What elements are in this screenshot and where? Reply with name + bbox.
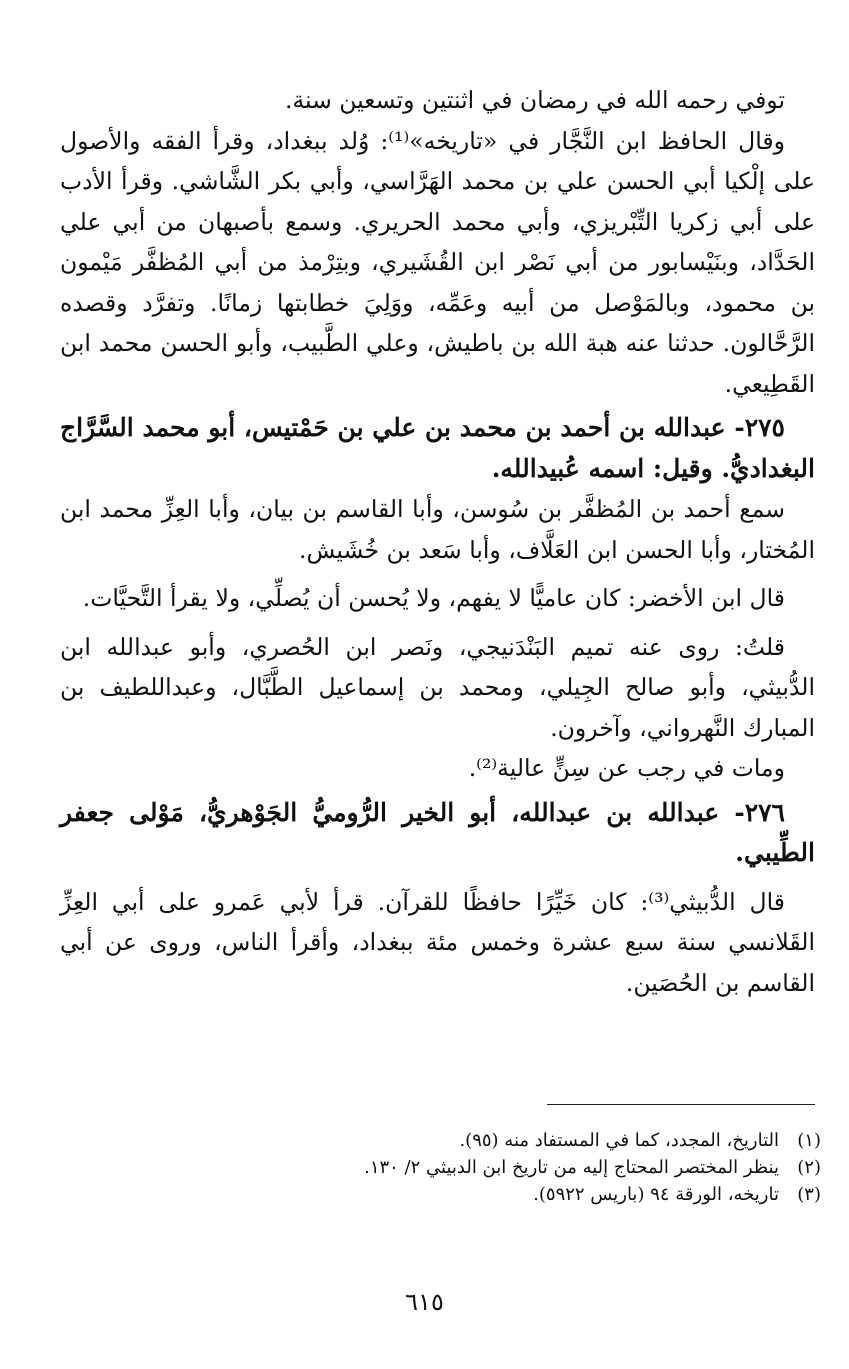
entry-heading-275: ٢٧٥- عبدالله بن أحمد بن محمد بن علي بن حَمْتيس، أبو محمد السَّرَّاج البغداديُّ. وقيل: اسمه عُبيدالله. <box>60 413 815 483</box>
footnote-number: (٢) <box>797 1157 821 1178</box>
entry-heading-276: ٢٧٦- عبدالله بن عبدالله، أبو الخير الرُّوميُّ الجَوْهريُّ، مَوْلى جعفر الطِّيبي. <box>60 797 815 867</box>
page-number: ٦١٥ <box>405 1288 444 1316</box>
paragraph-275-teachers: سمع أحمد بن المُظفَّر بن سُوسن، وأبا القاسم بن بيان، وأبا العِزِّ محمد ابن المُختار، وأبا الحسن ابن العَلَّاف، وأبا سَعد بن خُشَيش. <box>60 495 815 564</box>
paragraph-276-dubaythi: قال الدُّبيثي⁽³⁾: كان خَيِّرًا حافظًا للقرآن. قرأ لأبي عَمرو على أبي العِزِّ القَلانسي سنة سبع عشرة وخمس مئة ببغداد، وأقرأ الناس، وروى عن أبي القاسم بن الحُصَين. <box>60 887 815 997</box>
paragraph-275-death: ومات في رجب عن سِنٍّ عالية⁽²⁾. <box>468 754 785 782</box>
footnote-number: (١) <box>797 1130 821 1151</box>
paragraph-275-ibn-akhdar: قال ابن الأخضر: كان عاميًّا لا يفهم، ولا يُحسن أن يُصلِّي، ولا يقرأ التَّحيَّات. <box>82 584 785 612</box>
footnote-number: (٣) <box>797 1184 821 1205</box>
footnote-text: تاريخه، الورقة ٩٤ (باريس ٥٩٢٢). <box>533 1184 779 1205</box>
paragraph-ibn-najjar-quote: وقال الحافظ ابن النَّجَّار في «تاريخه»⁽¹⁾: وُلد ببغداد، وقرأ الفقه والأصول على إلْكيا أبي الحسن علي بن محمد الهَرَّاسي، وأبي بكر الشَّاشي. وقرأ الأدب على أبي زكريا التِّبْريزي، وأبي محمد الحريري. وسمع بأصبهان من أبي علي الحَدَّاد، وبنَيْسابور من أبي نَصْر ابن القُشَيري، وبتِرْمذ من أبي المُظفَّر مَيْمون بن محمود، وبالمَوْصل من أبيه وعَمِّه، ووَلِيَ خطابتها زمانًا. وتفرَّد وقصده الرَّحَّالون. حدثنا عنه هبة الله بن باطيش، وعلي الطَّبيب، وأبو الحسن محمد ابن القَطِيعي. <box>60 126 815 398</box>
footnotes <box>60 1127 821 1208</box>
footnote-1 <box>60 1127 821 1154</box>
paragraph-275-students: قلتُ: روى عنه تميم البَنْدَنيجي، ونَصر ابن الحُصري، وأبو عبدالله ابن الدُّبيثي، وأبو صالح الجِيلي، ومحمد بن إسماعيل الطَّبَّال، وعبداللطيف بن المبارك النَّهرواني، وآخرون. <box>60 632 815 742</box>
footnote-text: التاريخ، المجدد، كما في المستفاد منه (٩٥). <box>459 1130 779 1151</box>
footnote-text: ينظر المختصر المحتاج إليه من تاريخ ابن الدبيثي ٢/ ١٣٠. <box>364 1157 779 1178</box>
footnote-2 <box>60 1154 821 1181</box>
paragraph-death-note: توفي رحمه الله في رمضان في اثنتين وتسعين سنة. <box>284 86 785 114</box>
main-text <box>60 80 815 1003</box>
footnote-3 <box>60 1181 821 1208</box>
footnote-divider <box>547 1104 815 1105</box>
